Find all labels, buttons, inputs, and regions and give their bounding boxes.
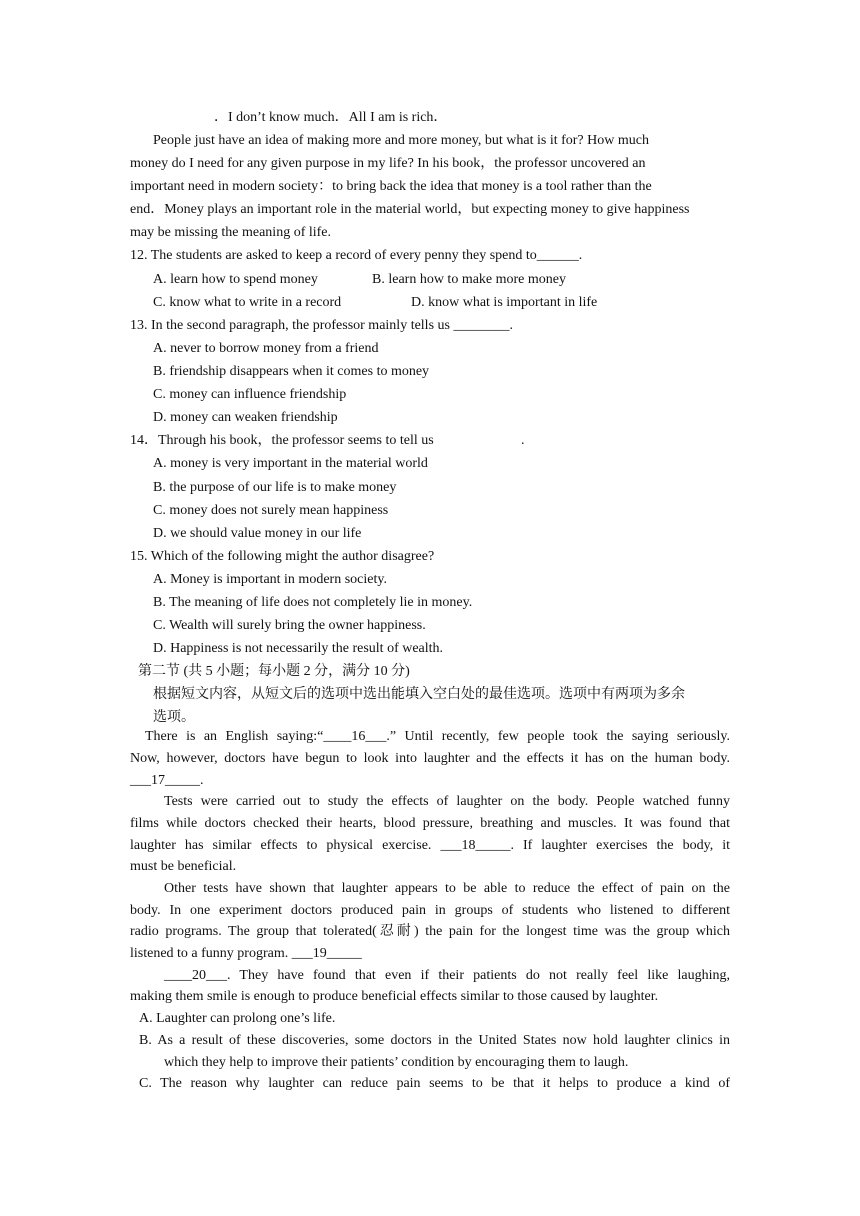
question-13-option-b: B. friendship disappears when it comes to money [153,364,430,379]
question-15-option-c: C. Wealth will surely bring the owner happiness. [153,618,426,633]
question-13-stem: 13. In the second paragraph, the professor mainly tells us ________. [130,318,513,333]
cloze-option-c: C. The reason why laughter can reduce pain seems to be that it helps to produce a kind of [139,1076,730,1091]
question-14-option-d: D. we should value money in our life [153,526,362,541]
question-14-option-a: A. money is very important in the material world [153,456,428,471]
cloze-line: ____20___. They have found that even if their patients do not really feel like laughing, [164,968,730,983]
question-12-option-c: C. know what to write in a record [153,295,342,310]
cloze-line: films while doctors checked their hearts, blood pressure, breathing and muscles. It was found that [130,816,730,831]
question-12-option-b: B. learn how to make more money [372,272,567,287]
question-13-option-d: D. money can weaken friendship [153,410,338,425]
section-2-heading: 第二节 (共 5 小题；每小题 2 分，满分 10 分) [138,664,410,679]
question-13-option-c: C. money can influence friendship [153,387,347,402]
passage-line: may be missing the meaning of life. [130,225,332,240]
question-15-option-a: A. Money is important in modern society. [153,572,387,587]
question-13-option-a: A. never to borrow money from a friend [153,341,379,356]
cloze-line: radio programs. The group that tolerated(忍耐) the pain for the longest time was the group which [130,924,730,939]
cloze-option-a: A. Laughter can prolong one’s life. [139,1011,336,1026]
question-15-option-b: B. The meaning of life does not completely lie in money. [153,595,473,610]
cloze-line: Tests were carried out to study the effects of laughter on the body. People watched funny [164,794,730,809]
cloze-line: ___17_____. [130,773,204,788]
passage-line: ．I don’t know much．All I am is rich． [214,110,448,125]
question-12-stem: 12. The students are asked to keep a record of every penny they spend to______. [130,248,583,263]
section-2-instructions-cont: 选项。 [153,710,195,725]
cloze-option-b-cont: which they help to improve their patients’ condition by encouraging them to laugh. [164,1055,629,1070]
cloze-line: must be beneficial. [130,859,237,874]
question-15-option-d: D. Happiness is not necessarily the result of wealth. [153,641,444,656]
question-14-option-c: C. money does not surely mean happiness [153,503,389,518]
cloze-line: listened to a funny program. ___19_____ [130,946,362,961]
question-12-option-d: D. know what is important in life [411,295,598,310]
question-14-stem-end: . [521,433,525,448]
question-12-option-a: A. learn how to spend money [153,272,318,287]
section-2-instructions: 根据短文内容，从短文后的选项中选出能填入空白处的最佳选项。选项中有两项为多余 [153,687,685,702]
cloze-line: There is an English saying:“____16___.” Until recently, few people took the saying seriously. [145,729,730,744]
cloze-line: Other tests have shown that laughter appears to be able to reduce the effect of pain on the [164,881,730,896]
question-15-stem: 15. Which of the following might the author disagree? [130,549,435,564]
cloze-line: body. In one experiment doctors produced pain in groups of students who listened to different [130,903,730,918]
passage-line: end．Money plays an important role in the material world，but expecting money to give happiness [130,202,690,217]
cloze-line: making them smile is enough to produce beneficial effects similar to those caused by laughter. [130,989,659,1004]
cloze-line: Now, however, doctors have begun to look into laughter and the effects it has on the human body. [130,751,730,766]
passage-line: money do I need for any given purpose in my life? In his book，the professor uncovered an [130,156,646,171]
question-14-option-b: B. the purpose of our life is to make money [153,480,397,495]
cloze-line: laughter has similar effects to physical exercise. ___18_____. If laughter exercises the body, it [130,838,730,853]
passage-line: People just have an idea of making more and more money, but what is it for? How much [153,133,649,148]
passage-line: important need in modern society：to bring back the idea that money is a tool rather than the [130,179,652,194]
question-14-stem: 14．Through his book，the professor seems to tell us [130,433,434,448]
cloze-option-b: B. As a result of these discoveries, some doctors in the United States now hold laughter clinics in [139,1033,730,1048]
